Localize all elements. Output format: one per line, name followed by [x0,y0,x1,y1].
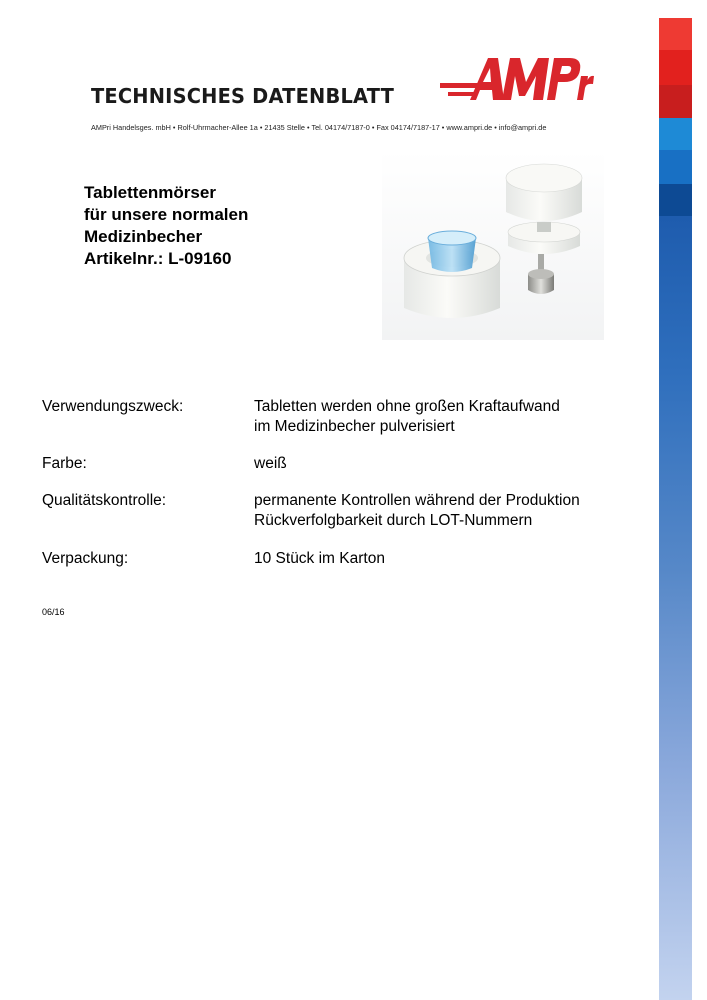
company-address: AMPri Handelsges. mbH • Rolf-Uhrmacher-Allee 1a • 21435 Stelle • Tel. 04174/7187-0 • Fax 04174/7187-17 • www.ampri.de • info@ampri.de [91,123,547,132]
spec-value: permanente Kontrollen während der Produktion [254,492,580,509]
spec-value: 10 Stück im Karton [254,550,385,567]
product-article-number: Artikelnr.: L-09160 [84,249,232,268]
product-title [84,182,248,270]
spec-label: Qualitätskontrolle: [42,492,167,509]
document-title: TECHNISCHES DATENBLATT [91,84,395,108]
product-title-line: Tablettenmörser [84,183,216,202]
product-title-line: für unsere normalen [84,205,249,224]
decorative-color-stripe [659,18,692,1000]
spec-value: Tabletten werden ohne großen Kraftaufwand [254,398,560,415]
document-date: 06/16 [42,607,65,617]
spec-value: Rückverfolgbarkeit durch LOT-Nummern [254,512,533,529]
spec-label: Verpackung: [42,550,129,567]
spec-value: im Medizinbecher pulverisiert [254,418,455,435]
spec-value: weiß [254,455,287,472]
spec-label: Farbe: [42,455,87,472]
product-title-line: Medizinbecher [84,227,203,246]
spec-label: Verwendungszweck: [42,398,184,415]
product-photo [382,150,604,340]
ampri-logo [440,54,594,106]
